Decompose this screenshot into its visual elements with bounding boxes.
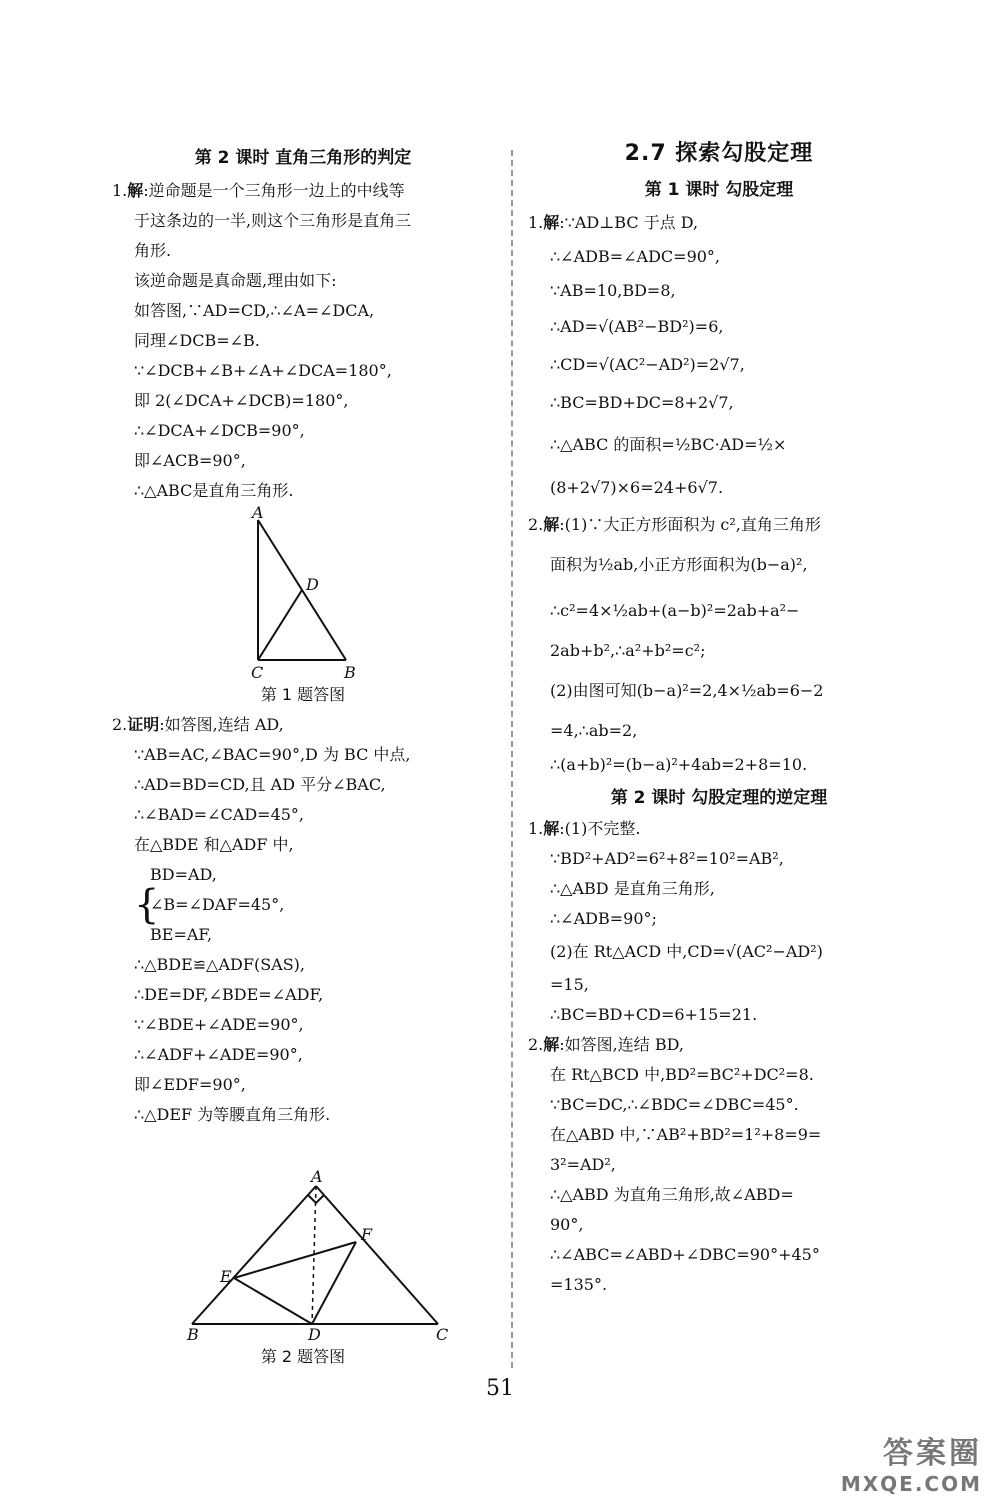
watermark: [841, 1428, 982, 1496]
lesson-title: 第 2 课时 勾股定理的逆定理: [610, 788, 828, 808]
text-line: ∴CD=√(AC²−AD²)=2√7,: [550, 355, 745, 374]
problem-number: 2.: [528, 515, 544, 534]
text-line: 同理∠DCB=∠B.: [134, 331, 260, 350]
text-line: ∴∠ABC=∠ABD+∠DBC=90°+45°: [550, 1245, 820, 1264]
text-line: ∴△ABD 是直角三角形,: [550, 879, 715, 898]
text-line: ∴△ABC 的面积=½BC·AD=½×: [550, 435, 787, 454]
system-line: ∠B=∠DAF=45°,: [150, 895, 285, 914]
text-line: ∴(a+b)²=(b−a)²+4ab=2+8=10.: [550, 755, 808, 774]
solution-label: 解: [543, 213, 560, 232]
system-line: BE=AF,: [150, 925, 213, 944]
problem-text: :∵AD⊥BC 于点 D,: [559, 213, 699, 232]
vertex-label-c: C: [436, 1325, 449, 1342]
system-line: BD=AD,: [150, 865, 217, 884]
text-line: 3²=AD²,: [550, 1155, 616, 1174]
section-title: 第 2 课时 直角三角形的判定: [194, 148, 412, 168]
text-line: =4,∴ab=2,: [550, 721, 638, 740]
triangle-diagram-1: [112, 506, 494, 680]
text-line: ∵BC=DC,∴∠BDC=∠DBC=45°.: [550, 1095, 799, 1114]
problem-1: [112, 176, 494, 710]
vertex-label-c: C: [251, 663, 264, 680]
lesson2-problem-2: [528, 1030, 910, 1300]
triangle-diagram-2: [112, 1142, 494, 1342]
text-line: 即∠EDF=90°,: [134, 1075, 246, 1094]
text-line: ∴∠DCA+∠DCB=90°,: [134, 421, 305, 440]
text-line: 在 Rt△BCD 中,BD²=BC²+DC²=8.: [550, 1065, 814, 1084]
text-line: =135°.: [550, 1275, 608, 1294]
text-line: ∴BC=BD+CD=6+15=21.: [550, 1005, 758, 1024]
vertex-label-f: F: [361, 1225, 373, 1244]
text-line: 在△ABD 中,∵AB²+BD²=1²+8=9=: [550, 1125, 822, 1144]
brace: {: [134, 882, 160, 928]
text-line: 在△BDE 和△ADF 中,: [134, 835, 294, 854]
problem-number: 1.: [112, 181, 128, 200]
left-column: [112, 140, 494, 1372]
text-line: ∵∠BDE+∠ADE=90°,: [134, 1015, 304, 1034]
text-line: ∴c²=4×½ab+(a−b)²=2ab+a²−: [550, 601, 800, 620]
text-line: ∴∠ADF+∠ADE=90°,: [134, 1045, 303, 1064]
text-line: 即 2(∠DCA+∠DCB)=180°,: [134, 391, 349, 410]
text-line: 面积为½ab,小正方形面积为(b−a)²,: [550, 555, 808, 574]
text-line: ∴△ABD 为直角三角形,故∠ABD=: [550, 1185, 794, 1204]
problem-text: :如答图,连结 BD,: [559, 1035, 684, 1054]
text-line: =15,: [550, 975, 589, 994]
problem-number: 1.: [528, 819, 544, 838]
problem-number: 2.: [528, 1035, 544, 1054]
text-line: ∴AD=√(AB²−BD²)=6,: [550, 317, 724, 336]
figure-2: [112, 1142, 494, 1342]
text-line: ∵AB=AC,∠BAC=90°,D 为 BC 中点,: [134, 745, 411, 764]
problem-text: :(1)不完整.: [559, 819, 641, 838]
solution-label: 解: [127, 181, 144, 200]
text-line: ∴△ABC是直角三角形.: [134, 481, 294, 500]
problem-text: :如答图,连结 AD,: [159, 715, 284, 734]
text-line: ∴DE=DF,∠BDE=∠ADF,: [134, 985, 324, 1004]
solution-label: 解: [543, 819, 560, 838]
text-line: 于这条边的一半,则这个三角形是直角三: [134, 211, 412, 230]
problem-number: 2.: [112, 715, 128, 734]
figure-1: [112, 506, 494, 680]
equation-system: [112, 860, 494, 950]
text-line: ∵BD²+AD²=6²+8²=10²=AB²,: [550, 849, 784, 868]
text-line: 2ab+b²,∴a²+b²=c²;: [550, 641, 706, 660]
text-line: ∴∠ADB=∠ADC=90°,: [550, 247, 721, 266]
text-line: (2)由图可知(b−a)²=2,4×½ab=6−2: [550, 681, 824, 700]
text-line: (8+2√7)×6=24+6√7.: [550, 478, 724, 497]
lesson2-problem-1: [528, 814, 910, 1030]
solution-label: 解: [543, 1035, 560, 1054]
vertex-label-e: E: [220, 1267, 232, 1286]
problem-number: 1.: [528, 213, 544, 232]
text-line: ∴△DEF 为等腰直角三角形.: [134, 1105, 331, 1124]
text-line: ∴AD=BD=CD,且 AD 平分∠BAC,: [134, 775, 386, 794]
text-line: ∴∠BAD=∠CAD=45°,: [134, 805, 305, 824]
text-line: 即∠ACB=90°,: [134, 451, 246, 470]
vertex-label-a: A: [252, 506, 264, 522]
vertex-label-a: A: [311, 1167, 323, 1186]
text-line: ∵AB=10,BD=8,: [550, 281, 676, 300]
problem-text: :(1)∵大正方形面积为 c²,直角三角形: [559, 515, 821, 534]
text-line: 90°,: [550, 1215, 584, 1234]
text-line: (2)在 Rt△ACD 中,CD=√(AC²−AD²): [550, 942, 823, 961]
lesson1-problem-2: [528, 508, 910, 782]
problem-2: [112, 710, 494, 1372]
problem-text: :逆命题是一个三角形一边上的中线等: [143, 181, 405, 200]
page-number: 51: [486, 1376, 514, 1401]
vertex-label-d: D: [308, 1325, 321, 1342]
text-line: 角形.: [134, 241, 172, 260]
right-column: [528, 134, 910, 1300]
text-line: 该逆命题是真命题,理由如下:: [134, 271, 337, 290]
text-line: 如答图,∵AD=CD,∴∠A=∠DCA,: [134, 301, 375, 320]
text-line: ∵∠DCB+∠B+∠A+∠DCA=180°,: [134, 361, 392, 380]
solution-label: 解: [543, 515, 560, 534]
vertex-label-d: D: [306, 575, 319, 594]
column-divider: [511, 150, 513, 1368]
vertex-label-b: B: [187, 1325, 199, 1342]
figure-caption: 第 2 题答图: [260, 1347, 346, 1366]
lesson-title: 第 1 课时 勾股定理: [644, 180, 794, 200]
text-line: ∴BC=BD+DC=8+2√7,: [550, 393, 734, 412]
vertex-label-b: B: [344, 663, 356, 680]
watermark-main: 答案圈: [883, 1436, 982, 1471]
figure-caption: 第 1 题答图: [260, 685, 346, 704]
lesson1-problem-1: [528, 206, 910, 508]
text-line: ∴∠ADB=90°;: [550, 909, 657, 928]
text-line: ∴△BDE≌△ADF(SAS),: [134, 955, 305, 974]
watermark-sub: MXQE.COM: [840, 1472, 982, 1496]
chapter-title: 2.7 探索勾股定理: [624, 141, 814, 166]
proof-label: 证明: [127, 715, 160, 734]
